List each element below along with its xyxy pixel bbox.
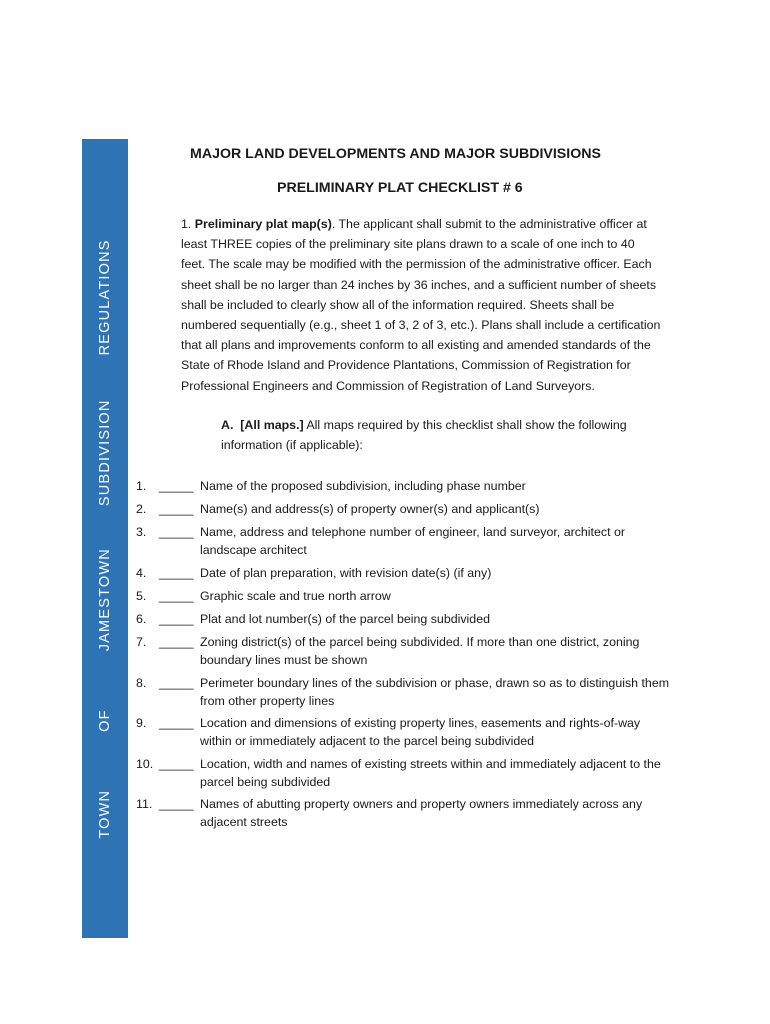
sidebar-of: OF [97, 708, 113, 732]
checklist-number: 4. [136, 566, 147, 580]
checklist-number: 2. [136, 502, 147, 516]
sidebar-regulations: REGULATIONS [97, 238, 113, 355]
checklist-blank: _____ [159, 566, 194, 580]
checklist-text: Graphic scale and true north arrow [200, 589, 391, 603]
checklist-text: Name of the proposed subdivision, including phase number [200, 479, 526, 493]
checklist-number: 11. [136, 797, 153, 811]
checklist-number: 5. [136, 589, 147, 603]
checklist-text: Location and dimensions of existing property lines, easements and rights-of-way within or immediately adjacent to the parcel being subdivided [200, 716, 641, 748]
checklist-blank: _____ [159, 635, 194, 649]
section-1-paragraph [181, 214, 661, 396]
checklist-blank: _____ [159, 502, 194, 516]
checklist-blank: _____ [159, 525, 194, 539]
checklist-number: 9. [136, 716, 147, 730]
section-1-body: . The applicant shall submit to the administrative officer at least THREE copies of the preliminary site plans drawn to a scale of one inch to 40 feet. The scale may be modified with the permission of the administrative officer. Each sheet shall be no larger than 24 inches by 36 inches, and a sufficient number of sheets shall be included to clearly show all of the information required. Sheets shall be numbered sequentially (e.g., sheet 1 of 3, 2 of 3, etc.). Plans shall include a certification that all plans and improvements conform to all existing and amended standards of the State of Rhode Island and Providence Plantations, Commission of Registration for Professional Engineers and Commission of Registration of Land Surveyors. [181, 217, 661, 393]
subsection-a-heading: [All maps.] [240, 418, 304, 432]
sidebar-town: TOWN [97, 789, 113, 839]
checklist-number: 1. [136, 479, 147, 493]
checklist-blank: _____ [159, 612, 194, 626]
subsection-a-label: A. [221, 418, 234, 432]
sidebar-subdivision: SUBDIVISION [97, 398, 113, 506]
section-1-heading: Preliminary plat map(s) [194, 217, 332, 231]
checklist-blank: _____ [159, 716, 194, 730]
page-subtitle: PRELIMINARY PLAT CHECKLIST # 6 [277, 180, 523, 196]
checklist-number: 10. [136, 757, 154, 771]
checklist-blank: _____ [159, 676, 194, 690]
checklist-number: 3. [136, 525, 147, 539]
checklist-blank: _____ [159, 757, 194, 771]
checklist-text: Name(s) and address(s) of property owner(s) and applicant(s) [200, 502, 540, 516]
checklist-number: 7. [136, 635, 147, 649]
checklist-text: Location, width and names of existing streets within and immediately adjacent to the parcel being subdivided [200, 757, 661, 789]
sidebar-banner [82, 139, 128, 938]
checklist-text: Name, address and telephone number of engineer, land surveyor, architect or landscape architect [200, 525, 625, 557]
checklist-text: Perimeter boundary lines of the subdivision or phase, drawn so as to distinguish them from other property lines [200, 676, 670, 708]
checklist-blank: _____ [159, 797, 194, 811]
checklist-text: Date of plan preparation, with revision date(s) (if any) [200, 566, 492, 580]
sidebar-jamestown: JAMESTOWN [97, 547, 113, 651]
page-title: MAJOR LAND DEVELOPMENTS AND MAJOR SUBDIVISIONS [190, 146, 601, 162]
sidebar-text [97, 239, 113, 838]
checklist-text: Plat and lot number(s) of the parcel being subdivided [200, 612, 490, 626]
checklist-number: 6. [136, 612, 147, 626]
checklist-blank: _____ [159, 589, 194, 603]
subsection-a-body: All maps required by this checklist shall show the following information (if applicable): [221, 418, 627, 453]
checklist-text: Zoning district(s) of the parcel being subdivided. If more than one district, zoning boundary lines must be shown [200, 635, 640, 667]
checklist-text: Names of abutting property owners and property owners immediately across any adjacent streets [200, 797, 643, 829]
section-1-number: 1. [181, 217, 192, 231]
checklist-blank: _____ [159, 479, 194, 493]
checklist-number: 8. [136, 676, 147, 690]
subsection-a-paragraph [221, 415, 651, 455]
